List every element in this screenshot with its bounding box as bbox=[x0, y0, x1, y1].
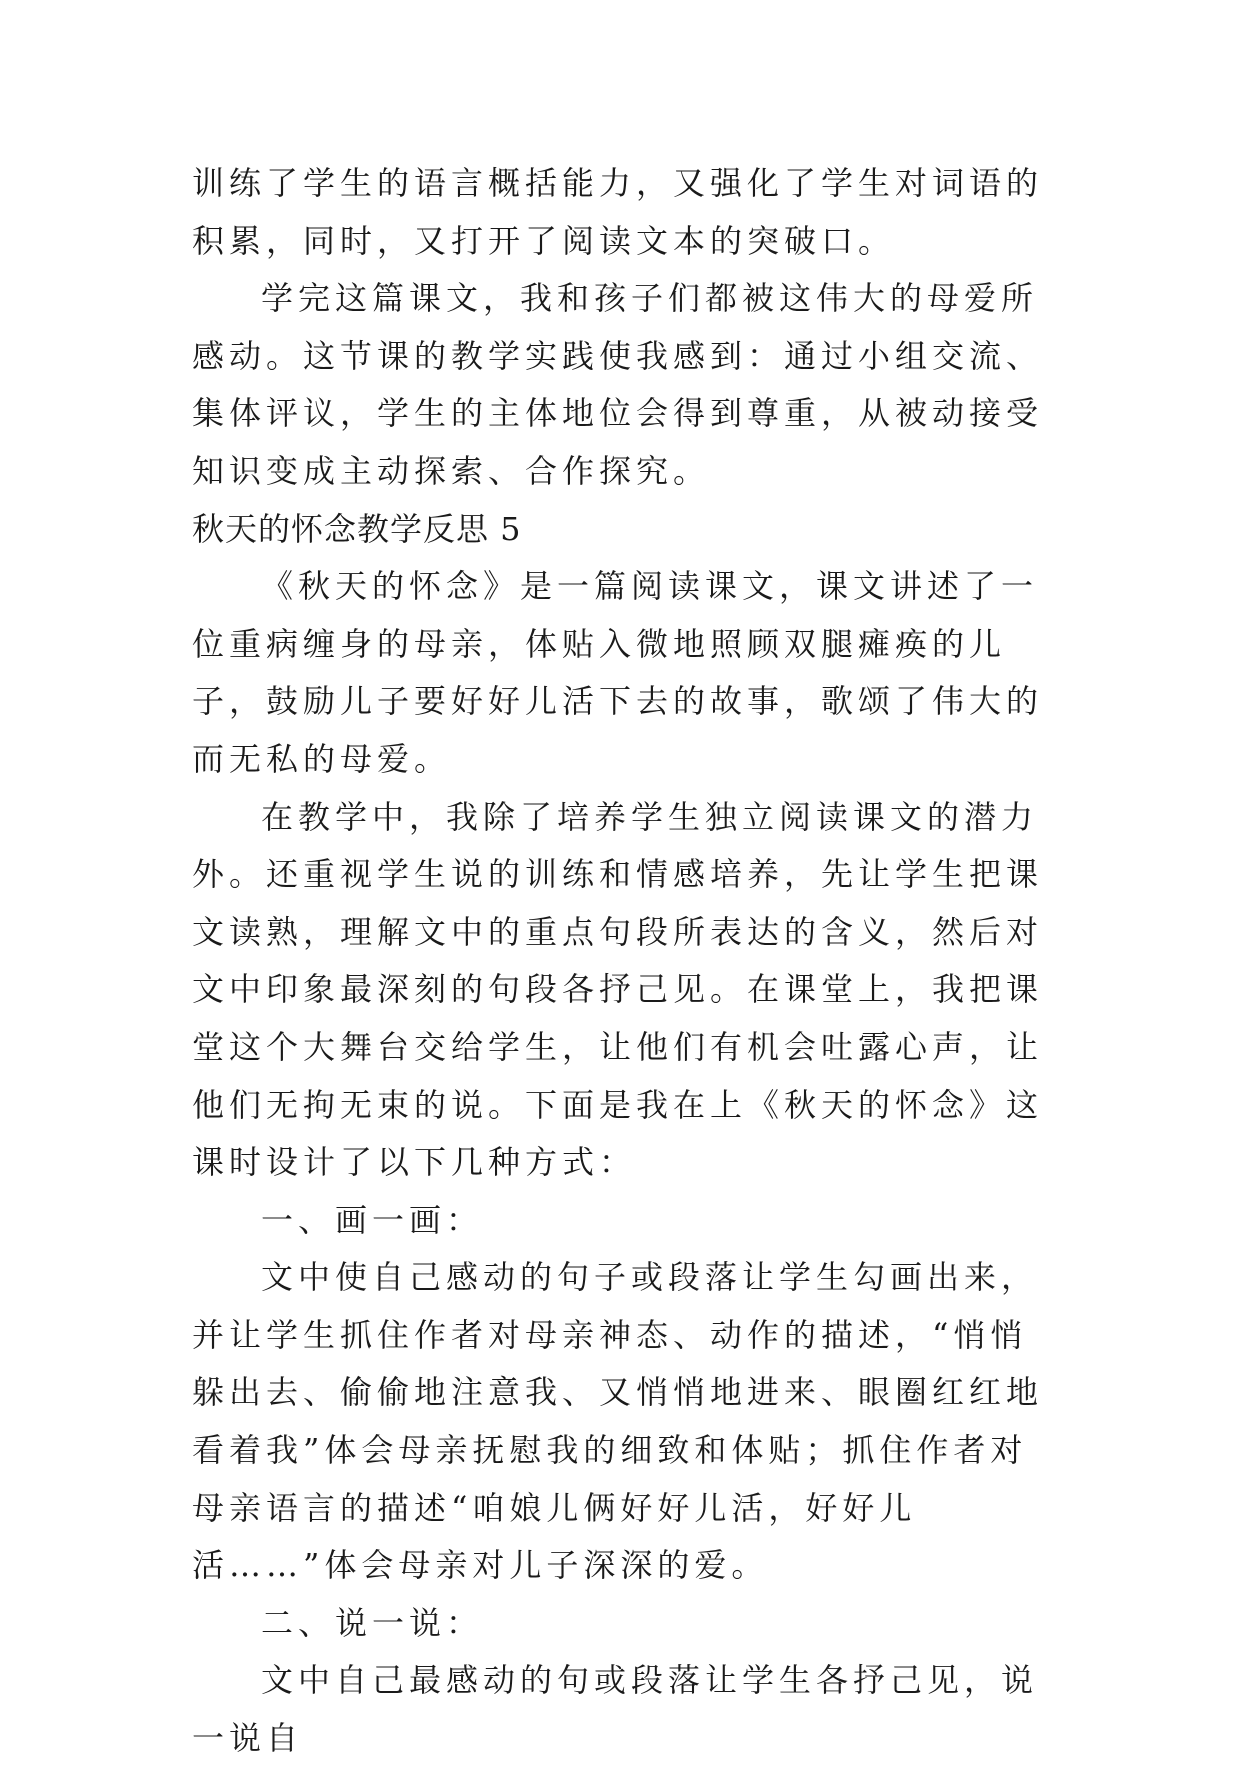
paragraph-continuation: 训练了学生的语言概括能力，又强化了学生对词语的积累，同时，又打开了阅读文本的突破口。 bbox=[192, 164, 1044, 260]
paragraph-text-intro: 《秋天的怀念》是一篇阅读课文，课文讲述了一位重病缠身的母亲，体贴入微地照顾双腿瘫痪的儿子，鼓励儿子要好好儿活下去的故事，歌颂了伟大的而无私的母爱。 bbox=[192, 567, 1044, 778]
paragraph-draw-details: 文中使自己感动的句子或段落让学生勾画出来，并让学生抓住作者对母亲神态、动作的描述，“悄悄躲出去、偷偷地注意我、又悄悄地进来、眼圈红红地看着我”体会母亲抚慰我的细致和体贴；抓住作者对母亲语言的描述“咱娘儿俩好好儿活，好好儿活……”体会母亲对儿子深深的爱。 bbox=[192, 1258, 1044, 1585]
section-heading: 秋天的怀念教学反思 5 bbox=[192, 509, 522, 548]
paragraph-teaching-approach: 在教学中，我除了培养学生独立阅读课文的潜力外。还重视学生说的训练和情感培养，先让学生把课文读熟，理解文中的重点句段所表达的含义，然后对文中印象最深刻的句段各抒己见。在课堂上，我把课堂这个大舞台交给学生，让他们有机会吐露心声，让他们无拘无束的说。下面是我在上《秋天的怀念》这课时设计了以下几种方式： bbox=[192, 797, 1044, 1182]
paragraph-speak-details: 文中自己最感动的句或段落让学生各抒己见，说一说自 bbox=[192, 1661, 1039, 1758]
document-body bbox=[192, 155, 1062, 1768]
subheading-speak: 二、说一说： bbox=[261, 1603, 484, 1642]
paragraph-reflection-summary: 学完这篇课文，我和孩子们都被这伟大的母爱所感动。这节课的教学实践使我感到：通过小组交流、集体评议，学生的主体地位会得到尊重，从被动接受知识变成主动探索、合作探究。 bbox=[192, 279, 1044, 490]
subheading-draw: 一、画一画： bbox=[261, 1200, 484, 1239]
